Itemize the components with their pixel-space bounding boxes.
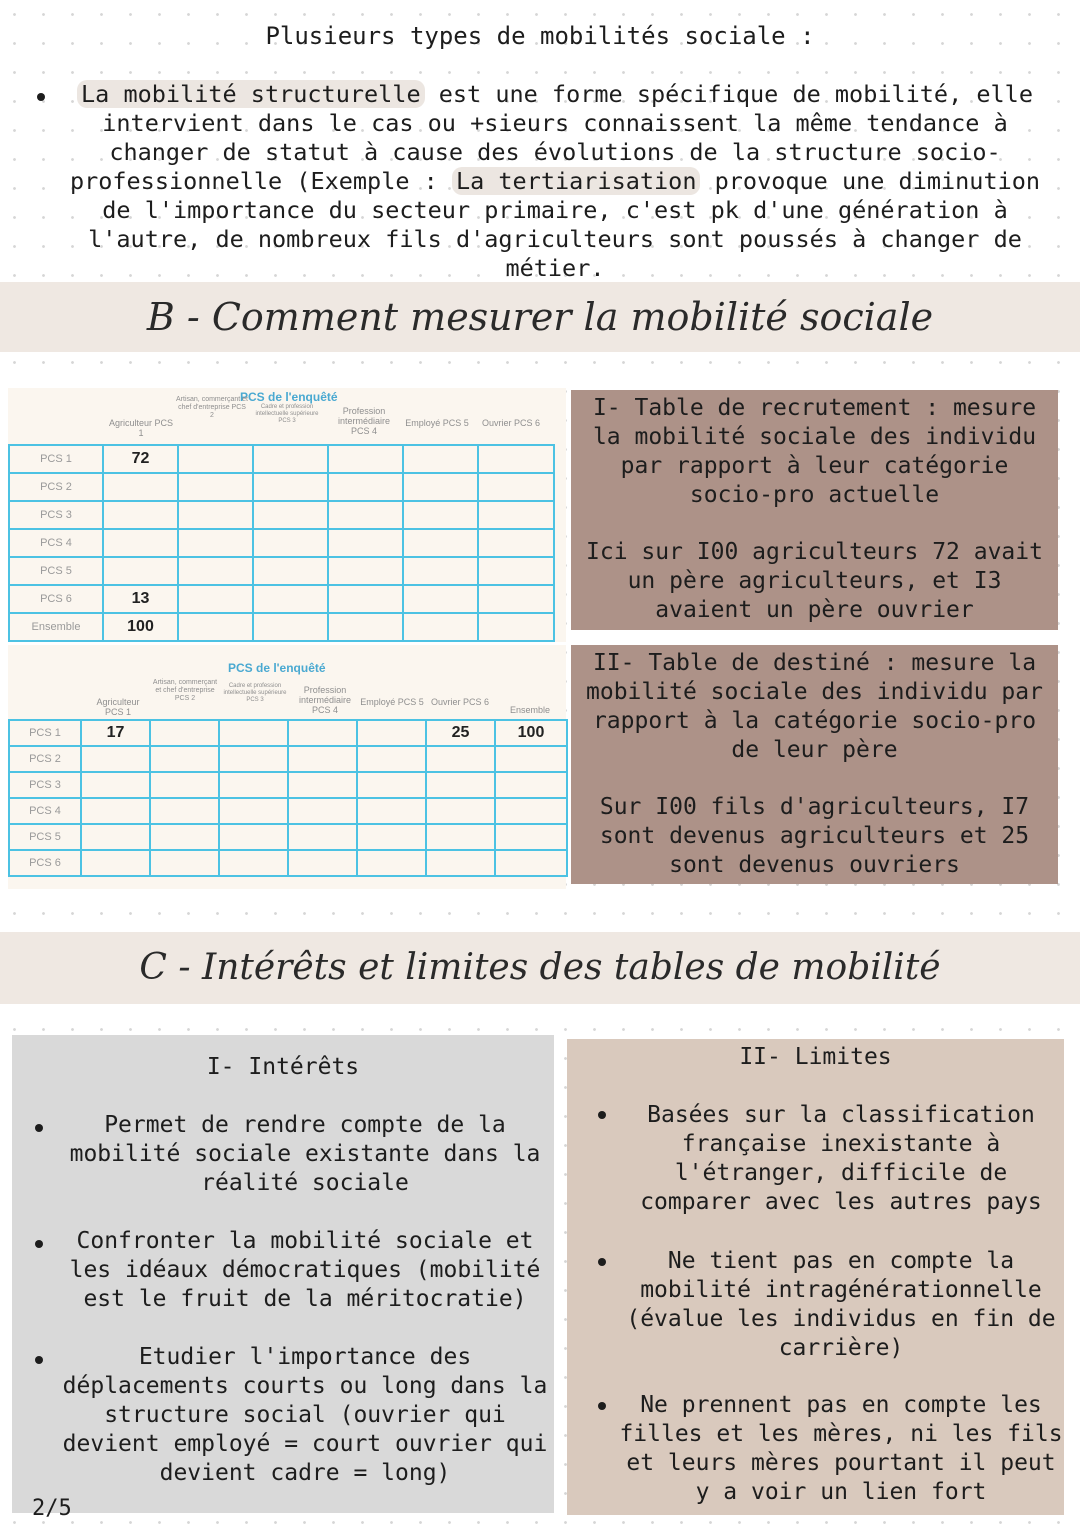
intro-text-1: est une forme spécifique de mobilité, elle intervient dans le cas ou +sieurs connaissent la même tendance à changer de statut à cause des évolutions de la structure socio-professionnelle (Exemple :	[69, 80, 1033, 195]
interets-heading: I- Intérêts	[206, 1054, 360, 1080]
table1-col-header: Employé PCS 5	[405, 418, 469, 428]
limites-panel	[567, 1039, 1064, 1515]
limites-item: Basées sur la classification française inexistante à l'étranger, difficile de comparer avec les autres pays	[640, 1102, 1042, 1215]
page-number: 2/5	[32, 1496, 72, 1521]
table2-col-header: Cadre et profession intellectuelle supérieure PCS 3	[223, 683, 287, 703]
destiny-example: Sur I00 fils d'agriculteurs, I7 sont devenus agriculteurs et 25 sont devenus ouvriers	[599, 794, 1030, 878]
row-label: PCS 4	[9, 798, 81, 824]
bullet-icon	[35, 1124, 43, 1132]
limites-item: Ne tient pas en compte la mobilité intragénérationnelle (évalue les individus en fin de carrière)	[626, 1248, 1056, 1361]
recruitment-example: Ici sur I00 agriculteurs 72 avait un père agriculteurs, et I3 avaient un père ouvrier	[586, 539, 1043, 623]
bullet-icon	[598, 1258, 606, 1266]
section-c-banner	[0, 932, 1080, 1004]
row-label: PCS 2	[9, 473, 103, 501]
table1-col-header: Cadre et profession intellectuelle supérieure PCS 3	[255, 404, 319, 424]
limites-heading: II- Limites	[739, 1044, 892, 1070]
cell-value: 72	[103, 445, 178, 473]
table2-col-header: Profession intermédiaire PCS 4	[298, 685, 352, 715]
cell-value: 25	[426, 720, 495, 746]
table2-col-header: Ouvrier PCS 6	[430, 697, 490, 707]
bullet-icon	[35, 1240, 43, 1248]
cell-value: 100	[103, 613, 178, 641]
table1-col-header: Agriculteur PCS 1	[108, 418, 174, 438]
table1-col-header: Ouvrier PCS 6	[481, 418, 541, 428]
section-c-title: C - Intérêts et limites des tables de mobilité	[139, 947, 941, 988]
cell-value: 100	[495, 720, 567, 746]
row-label: PCS 2	[9, 746, 81, 772]
section-b-banner	[0, 282, 1080, 352]
page-title: Plusieurs types de mobilités sociale :	[265, 22, 815, 50]
table2-col-header: Ensemble	[509, 705, 551, 715]
highlight-structurelle: La mobilité structurelle	[77, 80, 425, 108]
bullet-icon	[598, 1402, 606, 1410]
table2-col-header: Artisan, commerçant et chef d'entreprise PCS 2	[152, 679, 218, 702]
row-label: PCS 6	[9, 850, 81, 876]
destiny-explanation-box	[571, 645, 1058, 884]
cell-value: 13	[103, 585, 178, 613]
row-label: PCS 1	[9, 445, 103, 473]
recruitment-definition: I- Table de recrutement : mesure la mobilité sociale des individu par rapport à leur catégorie socio-pro actuelle	[592, 395, 1037, 508]
cell-value: 17	[81, 720, 150, 746]
row-label: PCS 3	[9, 501, 103, 529]
recruitment-table-image	[8, 388, 566, 642]
interets-item: Confronter la mobilité sociale et les idéaux démocratiques (mobilité est le fruit de la méritocratie)	[69, 1228, 541, 1312]
section-b-title: B - Comment mesurer la mobilité sociale	[146, 295, 934, 339]
table2-col-header: Employé PCS 5	[360, 697, 424, 707]
table1-col-header: Profession intermédiaire PCS 4	[337, 406, 391, 436]
row-label: PCS 5	[9, 557, 103, 585]
interets-item: Permet de rendre compte de la mobilité sociale existante dans la réalité sociale	[69, 1112, 541, 1196]
highlight-tertiarisation: La tertiarisation	[452, 167, 701, 195]
bullet-icon	[37, 93, 45, 101]
row-label: PCS 5	[9, 824, 81, 850]
row-label: PCS 4	[9, 529, 103, 557]
bullet-icon	[598, 1111, 606, 1119]
interets-item: Etudier l'importance des déplacements courts ou long dans la structure social (ouvrier qui devient employé = court ouvrier qui devient cadre = long)	[62, 1344, 548, 1486]
limites-item: Ne prennent pas en compte les filles et les mères, ni les fils et leurs mères pourtant il peut y a voir un lien fort	[619, 1392, 1063, 1505]
recruitment-explanation-box	[571, 390, 1058, 630]
destiny-definition: II- Table de destiné : mesure la mobilité sociale des individu par rapport à la catégorie socio-pro de leur père	[586, 650, 1043, 763]
interets-panel	[12, 1035, 554, 1513]
destiny-table-image	[8, 645, 566, 889]
row-label: Ensemble	[9, 613, 103, 641]
row-label: PCS 1	[9, 720, 81, 746]
table2-col-header: Agriculteur PCS 1	[96, 697, 140, 717]
bullet-icon	[35, 1356, 43, 1364]
row-label: PCS 3	[9, 772, 81, 798]
destiny-table	[8, 719, 568, 877]
recruitment-table	[8, 444, 555, 642]
table1-col-header: Artisan, commerçant et chef d'entreprise PCS 2	[176, 396, 248, 419]
table1-header-main: PCS de l'enquêté	[240, 390, 338, 404]
intro-paragraph	[50, 80, 1060, 283]
table2-header-main: PCS de l'enquêté	[228, 661, 326, 675]
intro-text-2: provoque une diminution de l'importance du secteur primaire, c'est pk d'une génération à l'autre, de nombreux fils d'agriculteurs sont poussés à changer de métier.	[88, 167, 1041, 282]
row-label: PCS 6	[9, 585, 103, 613]
